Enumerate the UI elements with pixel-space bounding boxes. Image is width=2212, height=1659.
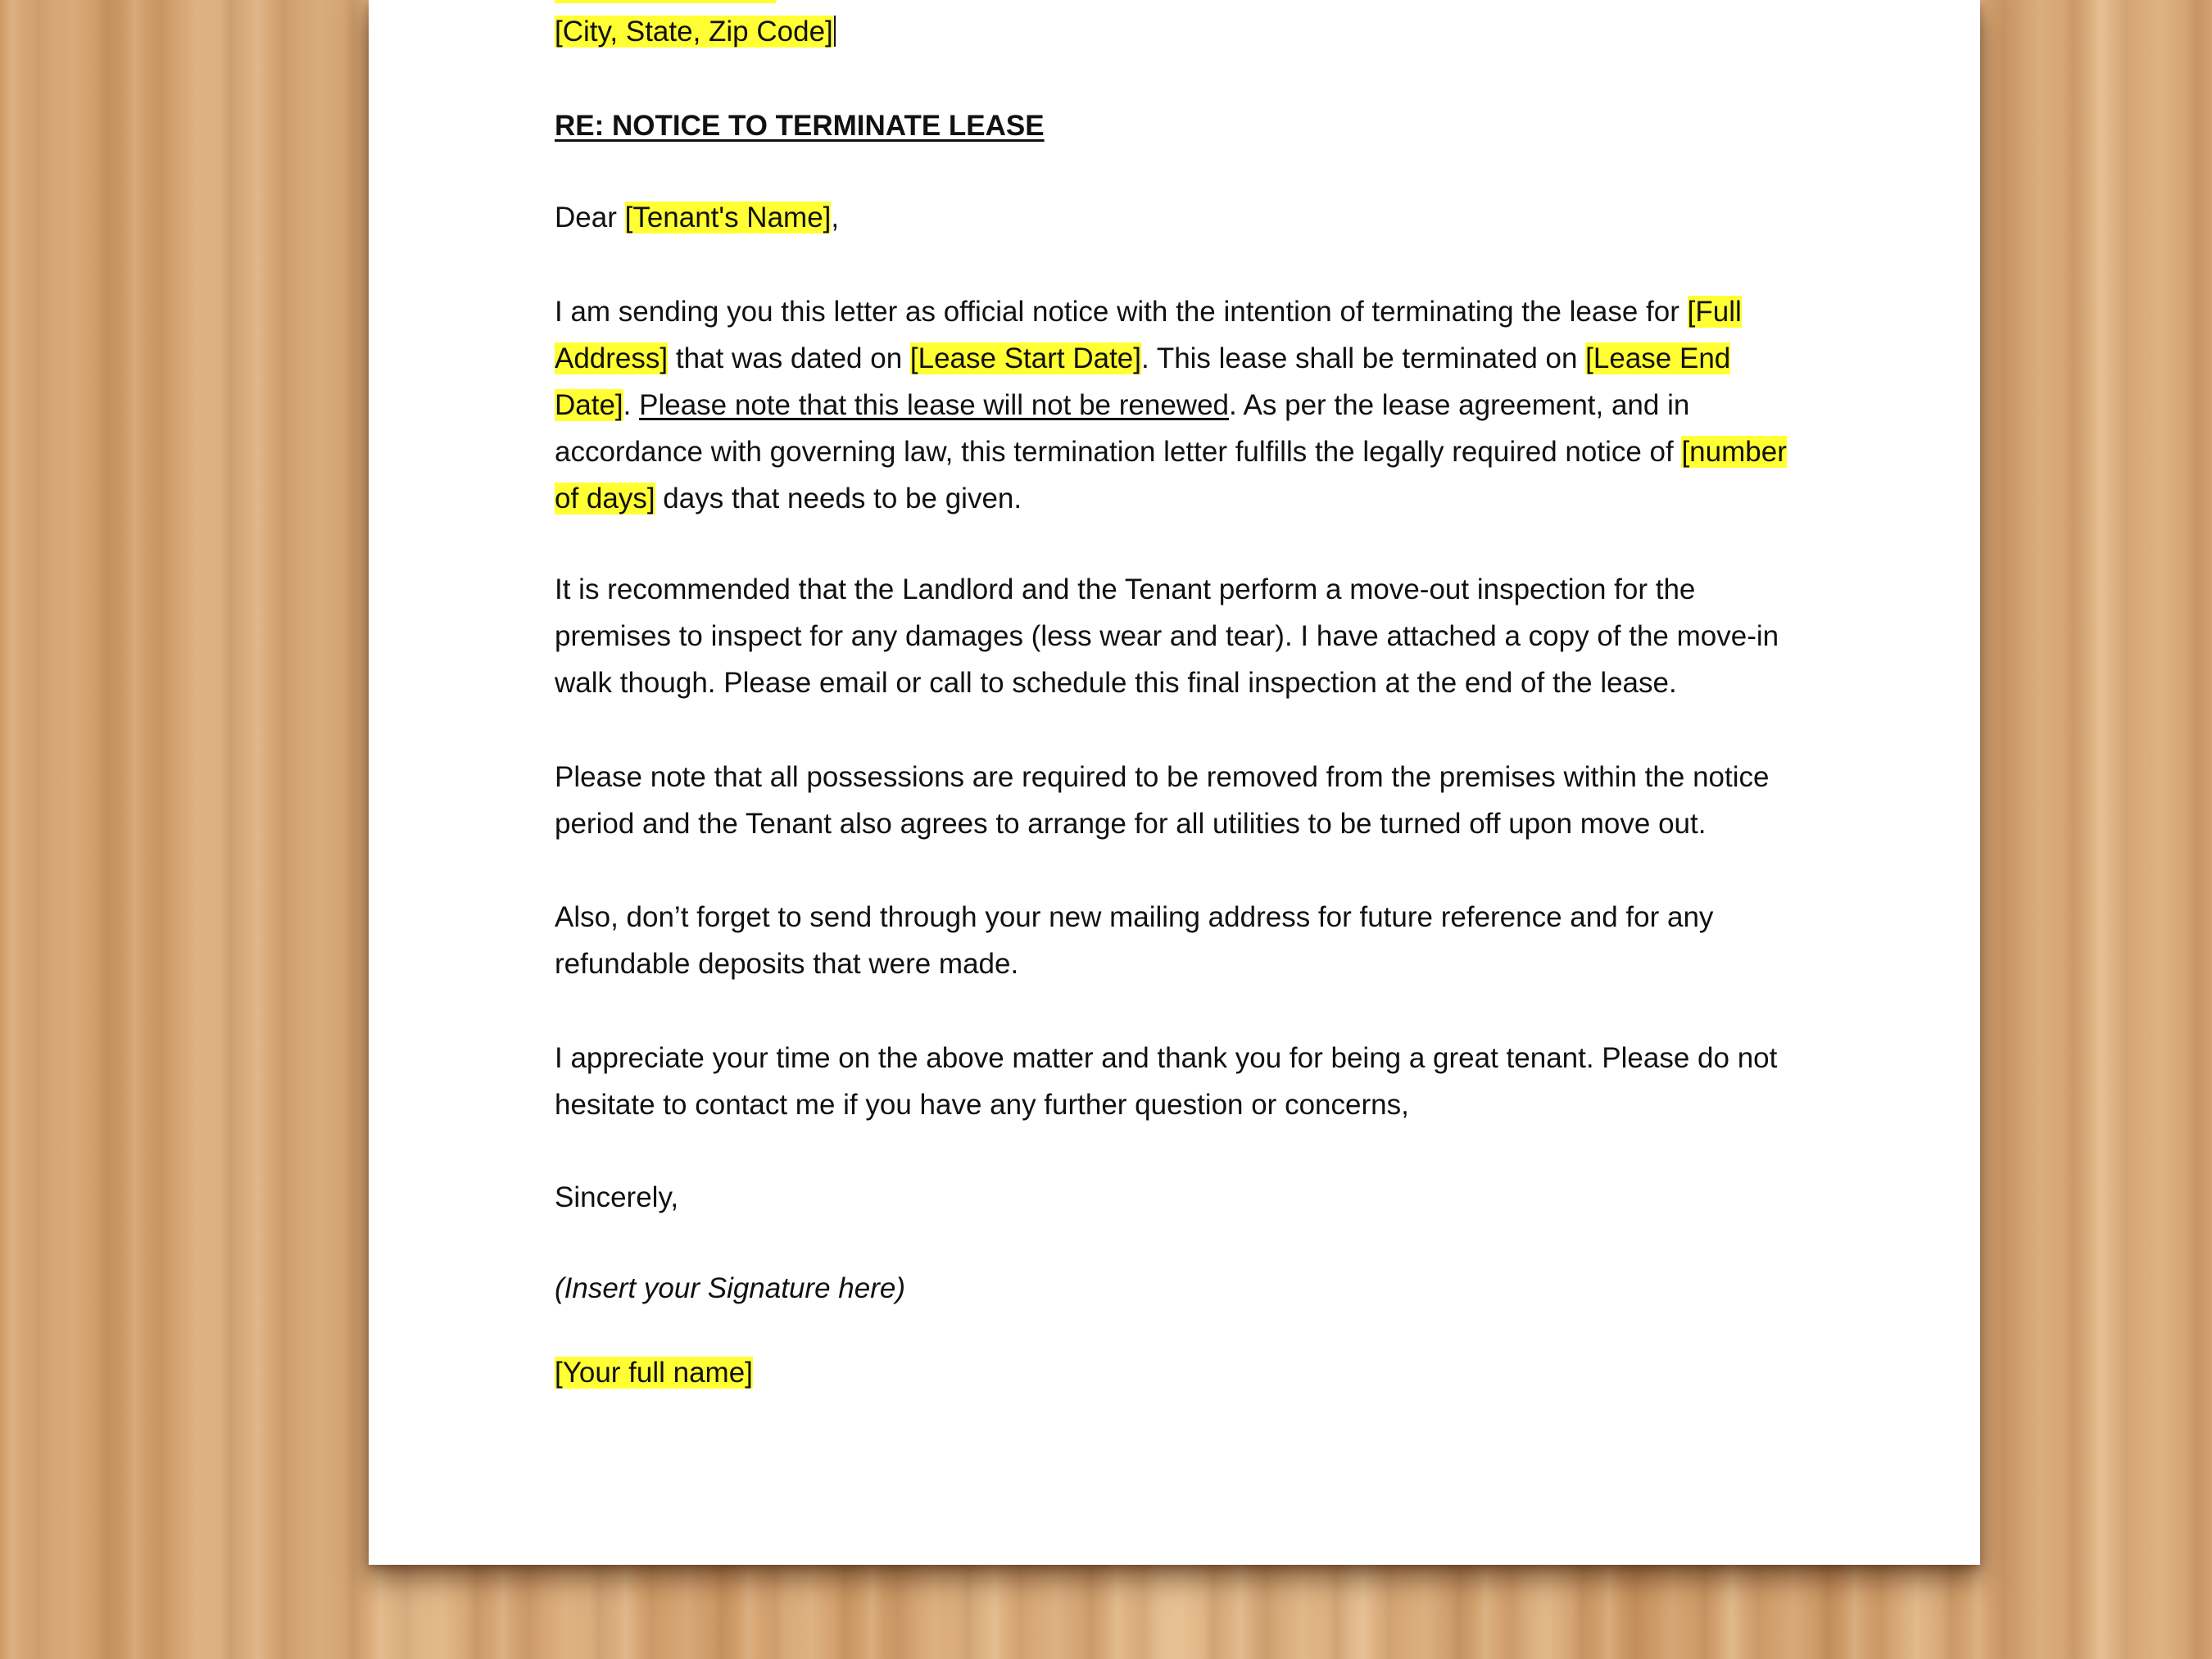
greeting-line [555, 194, 839, 241]
signature-placeholder[interactable]: (Insert your Signature here) [555, 1272, 905, 1304]
paragraph-appreciation: I appreciate your time on the above matter and thank you for being a great tenant. Please do not hesitate to contact me if you have any further question or concerns, [555, 1042, 1778, 1121]
document-page[interactable] [369, 0, 1980, 1565]
text-cursor [834, 16, 836, 47]
closing: Sincerely, [555, 1181, 679, 1213]
not-renewed-notice: Please note that this lease will not be renewed [639, 389, 1230, 421]
p1-text-1: I am sending you this letter as official notice with the intention of terminating the lease for [555, 296, 1688, 328]
p1-text-3: . This lease shall be terminated on [1141, 342, 1586, 374]
paragraph-notice [555, 288, 1808, 522]
paragraph-mailing-address: Also, don’t forget to send through your new mailing address for future reference and for any refundable deposits that were made. [555, 901, 1714, 980]
p1-text-2: that was dated on [668, 342, 910, 374]
p1-text-5: . As per the lease agreement, and in accordance with governing law, this termination letter fulfills the legally required notice of [555, 389, 1690, 468]
tenant-name-placeholder[interactable]: [Tenant's Name] [624, 202, 832, 233]
number-of-days-placeholder[interactable]: [number of days] [555, 436, 1787, 514]
lease-end-date-placeholder[interactable]: [Lease End Date] [555, 342, 1731, 421]
full-name-line[interactable] [555, 1349, 753, 1396]
lease-start-date-placeholder[interactable]: [Lease Start Date] [909, 342, 1141, 374]
re-title: RE: NOTICE TO TERMINATE LEASE [555, 110, 1045, 142]
p1-text-4: . [623, 389, 640, 421]
p1-text-6: days that needs to be given. [655, 483, 1022, 514]
highlight-fragment [555, 0, 776, 3]
paragraph-possessions: Please note that all possessions are required to be removed from the premises within the notice period and the Tenant also agrees to arrange for all utilities to be turned off upon move out. [555, 761, 1770, 840]
greeting-suffix: , [831, 202, 840, 233]
city-state-zip-line[interactable] [555, 8, 836, 55]
full-address-placeholder[interactable]: [Full Address] [555, 296, 1742, 374]
city-state-zip-placeholder[interactable]: [City, State, Zip Code] [555, 16, 833, 48]
full-name-placeholder[interactable]: [Your full name] [555, 1357, 753, 1389]
greeting-prefix: Dear [555, 202, 625, 233]
paragraph-inspection: It is recommended that the Landlord and the Tenant perform a move-out inspection for the premises to inspect for any damages (less wear and tear). I have attached a copy of the move-in walk though. Please email or call to schedule this final inspection at the end of the lease. [555, 573, 1779, 699]
